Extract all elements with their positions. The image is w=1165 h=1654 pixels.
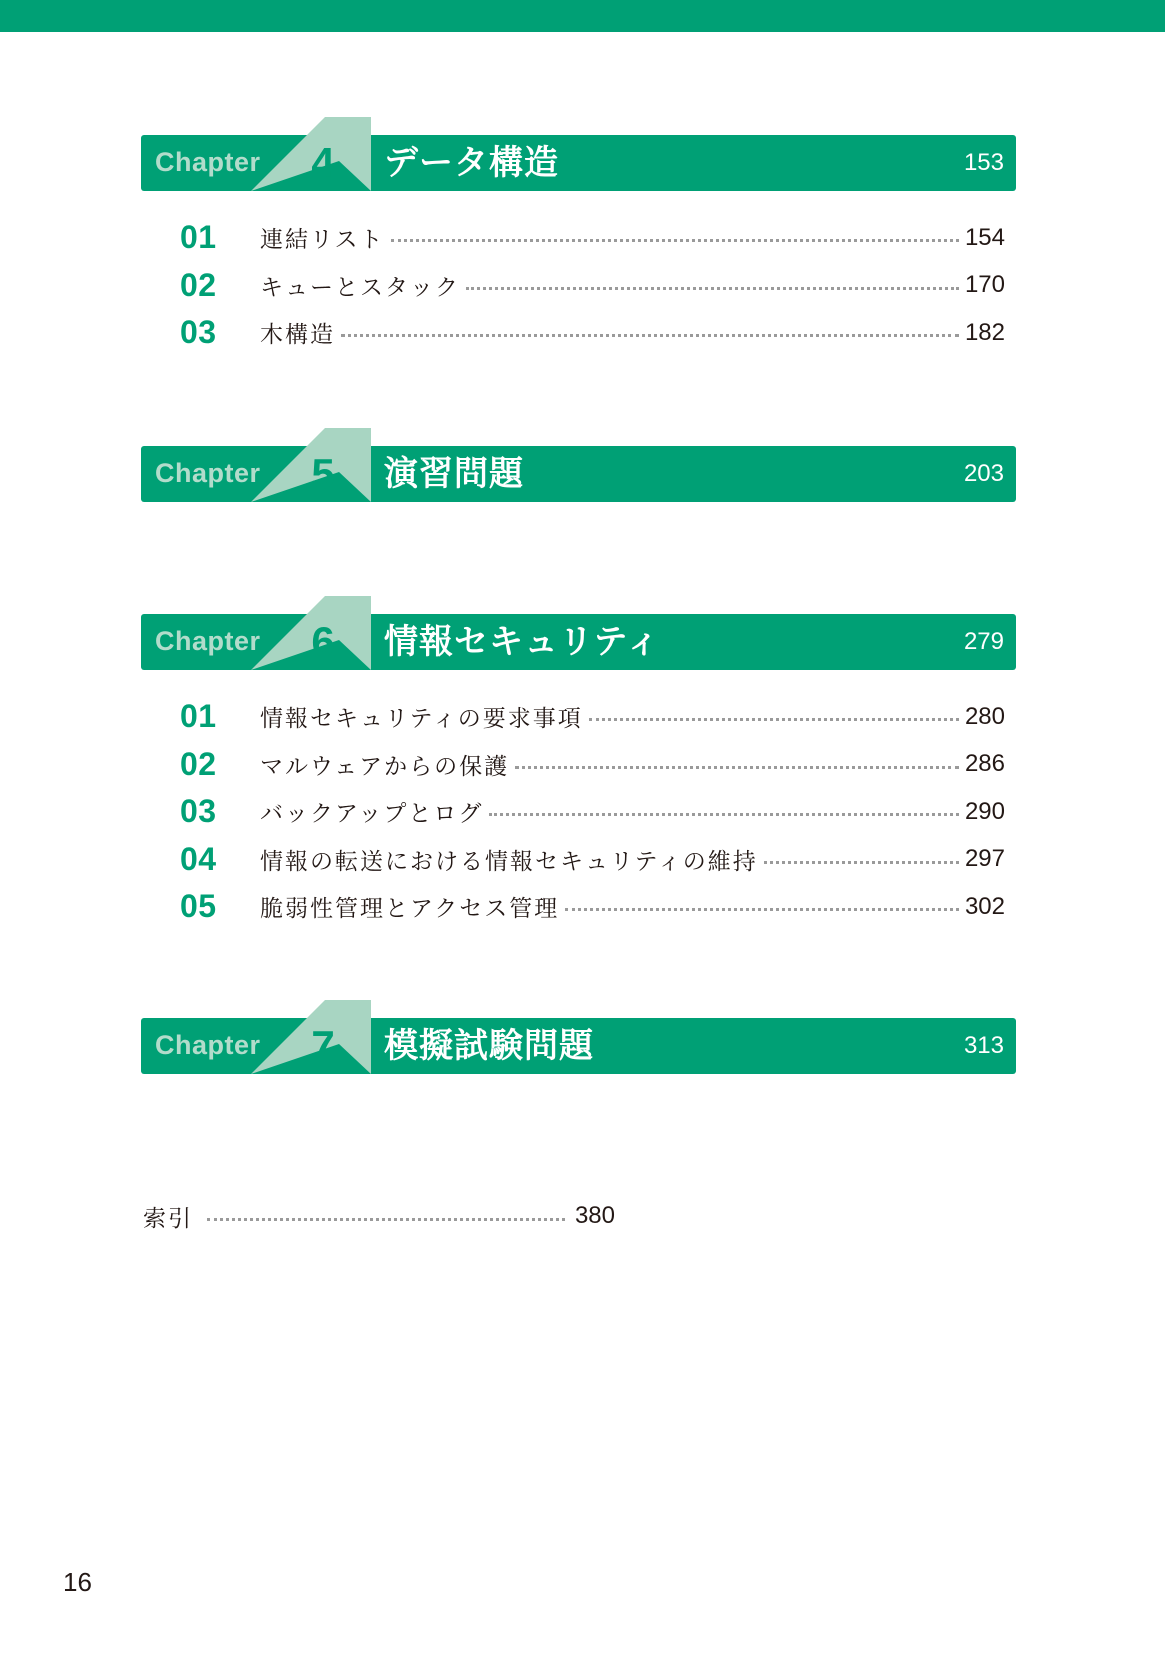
chapter-page: 313: [963, 1032, 1004, 1059]
section-title: 情報の転送における情報セキュリティの維持: [260, 848, 758, 875]
index-entry[interactable]: [143, 1198, 615, 1234]
section-page: 182: [964, 318, 1005, 346]
toc-entry[interactable]: [180, 788, 1005, 836]
chapter-label: Chapter: [155, 1030, 261, 1060]
dot-leader: [515, 766, 959, 769]
chapter-title: 情報セキュリティ: [384, 622, 661, 662]
section-title: 脆弱性管理とアクセス管理: [260, 896, 560, 923]
toc-entry[interactable]: [180, 836, 1005, 884]
chapter-page: 153: [963, 149, 1004, 176]
chapter-number: 7: [311, 1022, 335, 1069]
section-title: マルウェアからの保護: [260, 753, 510, 780]
chapter-4-header[interactable]: [141, 117, 1016, 186]
section-page: 297: [964, 845, 1005, 873]
chapter-title: 演習問題: [384, 454, 524, 494]
chapter-5-header[interactable]: [141, 428, 1016, 497]
chapter-4-sections: [180, 214, 1005, 357]
dot-leader: [466, 287, 959, 290]
dot-leader: [391, 239, 959, 242]
chapter-label: Chapter: [155, 458, 261, 488]
chapter-7-header[interactable]: [141, 1000, 1016, 1069]
chapter-number: 4: [311, 139, 335, 186]
chapter-6-header[interactable]: [141, 596, 1016, 665]
section-page: 286: [964, 750, 1005, 778]
index-page: 380: [574, 1202, 615, 1229]
chapter-label: Chapter: [155, 626, 261, 656]
section-page: 280: [964, 702, 1005, 730]
page-number: 16: [63, 1567, 92, 1597]
top-accent-bar: [0, 0, 1165, 32]
dot-leader: [589, 718, 959, 721]
section-title: バックアップとログ: [260, 801, 484, 828]
toc-entry[interactable]: [180, 741, 1005, 789]
section-page: 154: [964, 223, 1005, 251]
chapter-6-sections: [180, 693, 1005, 931]
section-page: 290: [964, 797, 1005, 825]
section-number: 02: [180, 266, 217, 303]
toc-entry[interactable]: [180, 214, 1005, 262]
chapter-title: データ構造: [384, 143, 559, 183]
section-number: 01: [180, 698, 217, 735]
section-number: 02: [180, 745, 217, 782]
toc-entry[interactable]: [180, 262, 1005, 310]
chapter-title: 模擬試験問題: [384, 1026, 594, 1066]
chapter-label: Chapter: [155, 147, 261, 177]
section-number: 03: [180, 314, 217, 351]
section-title: キューとスタック: [260, 274, 460, 301]
toc-entry[interactable]: [180, 693, 1005, 741]
section-number: 03: [180, 793, 217, 830]
section-title: 木構造: [260, 322, 335, 349]
chapter-number: 5: [311, 450, 335, 497]
dot-leader: [341, 334, 959, 337]
chapter-page: 279: [963, 628, 1004, 655]
dot-leader: [489, 813, 959, 816]
section-title: 情報セキュリティの要求事項: [260, 706, 583, 733]
dot-leader: [207, 1218, 565, 1221]
chapter-number: 6: [311, 618, 335, 665]
section-number: 01: [180, 219, 217, 256]
dot-leader: [565, 908, 959, 911]
section-page: 302: [964, 892, 1005, 920]
section-number: 05: [180, 888, 217, 925]
toc-entry[interactable]: [180, 309, 1005, 357]
index-label: 索引: [143, 1205, 193, 1232]
toc-entry[interactable]: [180, 883, 1005, 931]
section-number: 04: [180, 840, 217, 877]
dot-leader: [764, 861, 959, 864]
section-title: 連結リスト: [260, 227, 385, 254]
chapter-page: 203: [963, 460, 1004, 487]
section-page: 170: [964, 271, 1005, 299]
